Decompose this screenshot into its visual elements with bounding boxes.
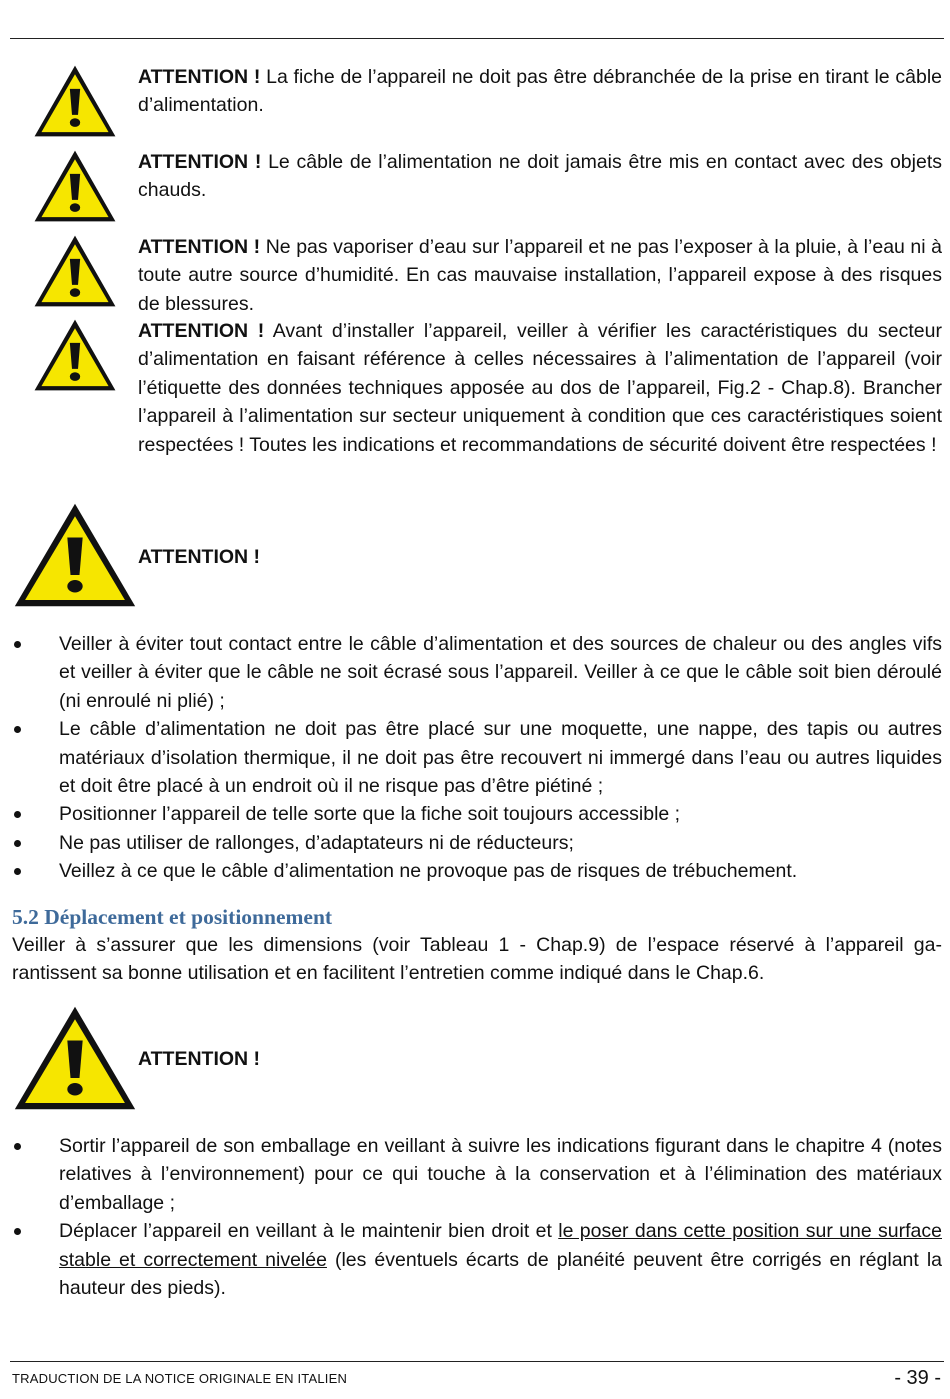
warning-body: Le câble de l’alimentation ne doit jamais être mis en contact avec des objets chauds. bbox=[138, 151, 942, 202]
section-heading: 5.2 Déplacement et positionnement bbox=[12, 905, 333, 929]
warning-text bbox=[138, 148, 942, 205]
list-item: Le câble d’alimentation ne doit pas être placé sur une moquette, une nappe, des tapis ou autres matériaux d’isolation thermique, il ne doit pas être recouvert ni immergé dans l’eau ou autres liquides et doit être placé à un endroit où il ne risque pas d’être piétiné ; bbox=[10, 715, 942, 800]
section-text: Veiller à s’assurer que les dimensions (voir Tableau 1 - Chap.9) de l’espace réservé à l’appareil garantissent sa bonne utilisation et en facilitent l’entretien comme indiqué dans le Chap.6. bbox=[12, 934, 942, 985]
warning-triangle-icon bbox=[32, 317, 118, 393]
warning-text bbox=[138, 233, 942, 318]
list-item-text: Déplacer l’appareil en veillant à le maintenir bien droit et bbox=[59, 1220, 559, 1243]
attention-title: ATTENTION ! bbox=[138, 546, 261, 568]
list-item: Veillez à ce que le câble d’alimentation ne provoque pas de risques de trébuchement. bbox=[10, 857, 942, 885]
warning-label: ATTENTION ! bbox=[138, 236, 261, 258]
warning-body: Avant d’installer l’appareil, veiller à vérifier les caractéristiques du secteur d’alimentation en faisant référence à celles nécessaires à l’alimentation de l’appareil (voir l’étiquette des données techniques apposée au dos de l’appareil, Fig.2 - Chap.8). Brancher l’appareil à l’alimentation sur secteur uniquement à condition que ces caractéristiques soient respectées ! Toutes les indications et recommandations de sécurité doivent être respectées ! bbox=[138, 320, 942, 456]
warning-text bbox=[138, 317, 942, 459]
attention-bullet-list bbox=[10, 630, 942, 886]
list-item bbox=[10, 1217, 942, 1302]
list-item: Sortir l’appareil de son emballage en veillant à suivre les indications figurant dans le chapitre 4 (notes relatives à l’environnement) pour ce qui touche à la conservation et à l’élimination des matériaux d’emballage ; bbox=[10, 1132, 942, 1217]
warning-triangle-icon bbox=[32, 63, 118, 139]
attention-bullet-list bbox=[10, 1132, 942, 1302]
footer-title: TRADUCTION DE LA NOTICE ORIGINALE EN ITALIEN bbox=[12, 1371, 348, 1386]
list-item: Positionner l’appareil de telle sorte que la fiche soit toujours accessible ; bbox=[10, 800, 942, 828]
warning-triangle-icon bbox=[11, 500, 139, 610]
warning-label: ATTENTION ! bbox=[138, 320, 265, 342]
footer-rule bbox=[10, 1361, 944, 1362]
page-number: - 39 - bbox=[894, 1367, 941, 1389]
list-item-text: (les éventuels écarts de planéité peuvent être corrigés en réglant la hauteur des pieds). bbox=[59, 1248, 942, 1300]
warning-text bbox=[138, 63, 942, 120]
underlined-text: le poser dans cette position sur une surface stable et correctement nivelée bbox=[59, 1220, 942, 1271]
attention-title: ATTENTION ! bbox=[138, 1048, 261, 1070]
warning-label: ATTENTION ! bbox=[138, 151, 262, 173]
header-rule bbox=[10, 38, 944, 39]
list-item: Ne pas utiliser de rallonges, d’adaptateurs ni de réducteurs; bbox=[10, 829, 942, 857]
warning-body: Ne pas vaporiser d’eau sur l’appareil et ne pas l’exposer à la pluie, à l’eau ni à toute autre source d’humidité. En cas mauvaise installation, l’appareil expose à des risques de blessures. bbox=[138, 236, 942, 315]
warning-label: ATTENTION ! bbox=[138, 66, 261, 88]
warning-body: La fiche de l’appareil ne doit pas être débranchée de la prise en tirant le câble d’alimentation. bbox=[138, 66, 942, 117]
warning-triangle-icon bbox=[32, 148, 118, 224]
list-item: Veiller à éviter tout contact entre le câble d’alimentation et des sources de chaleur ou des angles vifs et veiller à éviter que le câble ne soit écrasé sous l’appareil. Veiller à ce que le câble soit bien déroulé (ni enroulé ni plié) ; bbox=[10, 630, 942, 715]
warning-triangle-icon bbox=[32, 233, 118, 309]
warning-triangle-icon bbox=[11, 1003, 139, 1113]
